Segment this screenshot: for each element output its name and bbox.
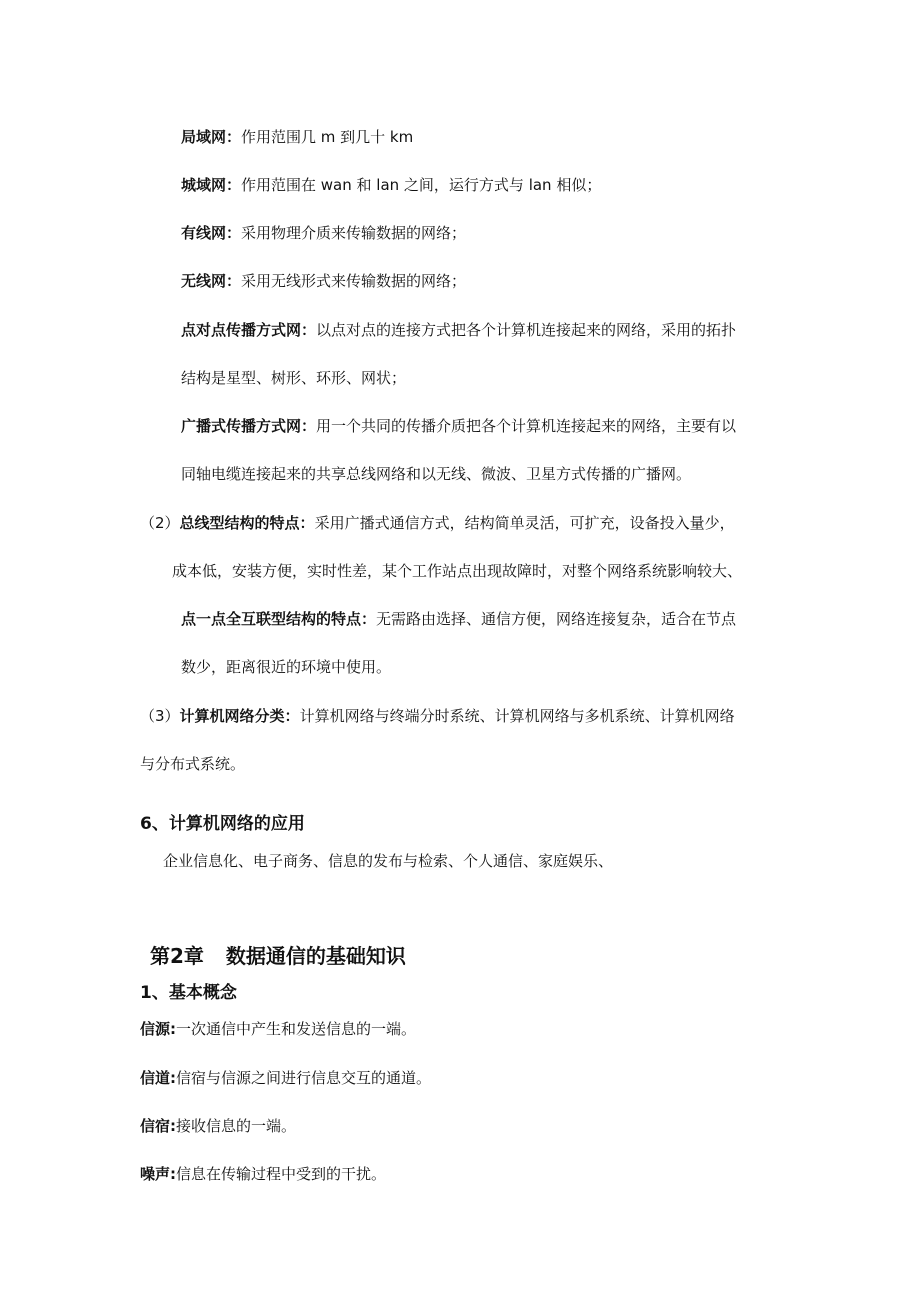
term: 信源: — [140, 1020, 176, 1038]
definition: 用一个共同的传播介质把各个计算机连接起来的网络，主要有以 — [316, 417, 737, 435]
term: 局域网： — [181, 128, 242, 146]
section-heading: 6、计算机网络的应用 — [140, 814, 305, 834]
term: 点一点全互联型结构的特点： — [181, 610, 377, 628]
paragraph-classification-cont: 与分布式系统。 — [140, 755, 246, 773]
definition: 无需路由选择、通信方便，网络连接复杂，适合在节点 — [376, 610, 737, 628]
term: 计算机网络分类： — [179, 707, 300, 725]
definition: 采用物理介质来传输数据的网络； — [241, 224, 467, 242]
paragraph-mesh-cont: 数少，距离很近的环境中使用。 — [181, 658, 392, 676]
term: 广播式传播方式网： — [181, 417, 317, 435]
paragraph-p2p-cont: 结构是星型、树形、环形、网状； — [181, 369, 407, 387]
term: 无线网： — [181, 272, 242, 290]
item-number: （3） — [140, 707, 180, 725]
term: 噪声: — [140, 1165, 176, 1183]
definition-noise — [140, 1164, 386, 1184]
definition: 作用范围几 m 到几十 km — [241, 128, 414, 146]
paragraph-classification — [140, 706, 735, 726]
subsection-heading: 1、基本概念 — [140, 983, 237, 1003]
term: 有线网： — [181, 224, 242, 242]
term: 点对点传播方式网： — [181, 321, 317, 339]
paragraph-broadcast-cont: 同轴电缆连接起来的共享总线网络和以无线、微波、卫星方式传播的广播网。 — [181, 465, 692, 483]
chapter-number: 第2章 — [150, 944, 204, 968]
term: 总线型结构的特点： — [179, 514, 315, 532]
chapter-heading — [150, 943, 406, 969]
definition: 一次通信中产生和发送信息的一端。 — [176, 1020, 417, 1038]
paragraph-wired — [181, 223, 466, 243]
definition: 接收信息的一端。 — [176, 1117, 297, 1135]
paragraph-bus — [140, 513, 735, 533]
term: 城域网： — [181, 176, 242, 194]
definition: 采用广播式通信方式，结构简单灵活，可扩充，设备投入量少， — [314, 514, 735, 532]
paragraph-man — [181, 175, 601, 195]
paragraph-p2p — [181, 320, 736, 340]
definition: 信息在传输过程中受到的干扰。 — [176, 1165, 387, 1183]
definition: 作用范围在 wan 和 lan 之间，运行方式与 lan 相似； — [241, 176, 602, 194]
definition: 计算机网络与终端分时系统、计算机网络与多机系统、计算机网络 — [299, 707, 735, 725]
paragraph-lan — [181, 127, 413, 147]
definition-channel — [140, 1068, 431, 1088]
definition-sink — [140, 1116, 296, 1136]
definition: 以点对点的连接方式把各个计算机连接起来的网络，采用的拓扑 — [316, 321, 737, 339]
item-number: （2） — [140, 514, 180, 532]
definition: 采用无线形式来传输数据的网络； — [241, 272, 467, 290]
paragraph-broadcast — [181, 416, 736, 436]
definition: 信宿与信源之间进行信息交互的通道。 — [176, 1069, 432, 1087]
paragraph-mesh — [181, 609, 736, 629]
chapter-title: 数据通信的基础知识 — [225, 944, 406, 968]
paragraph-bus-cont: 成本低，安装方便，实时性差，某个工作站点出现故障时，对整个网络系统影响较大、 — [172, 562, 743, 580]
definition-source — [140, 1019, 416, 1039]
paragraph-wireless — [181, 271, 466, 291]
section-text: 企业信息化、电子商务、信息的发布与检索、个人通信、家庭娱乐、 — [163, 852, 614, 870]
term: 信宿: — [140, 1117, 176, 1135]
term: 信道: — [140, 1069, 176, 1087]
